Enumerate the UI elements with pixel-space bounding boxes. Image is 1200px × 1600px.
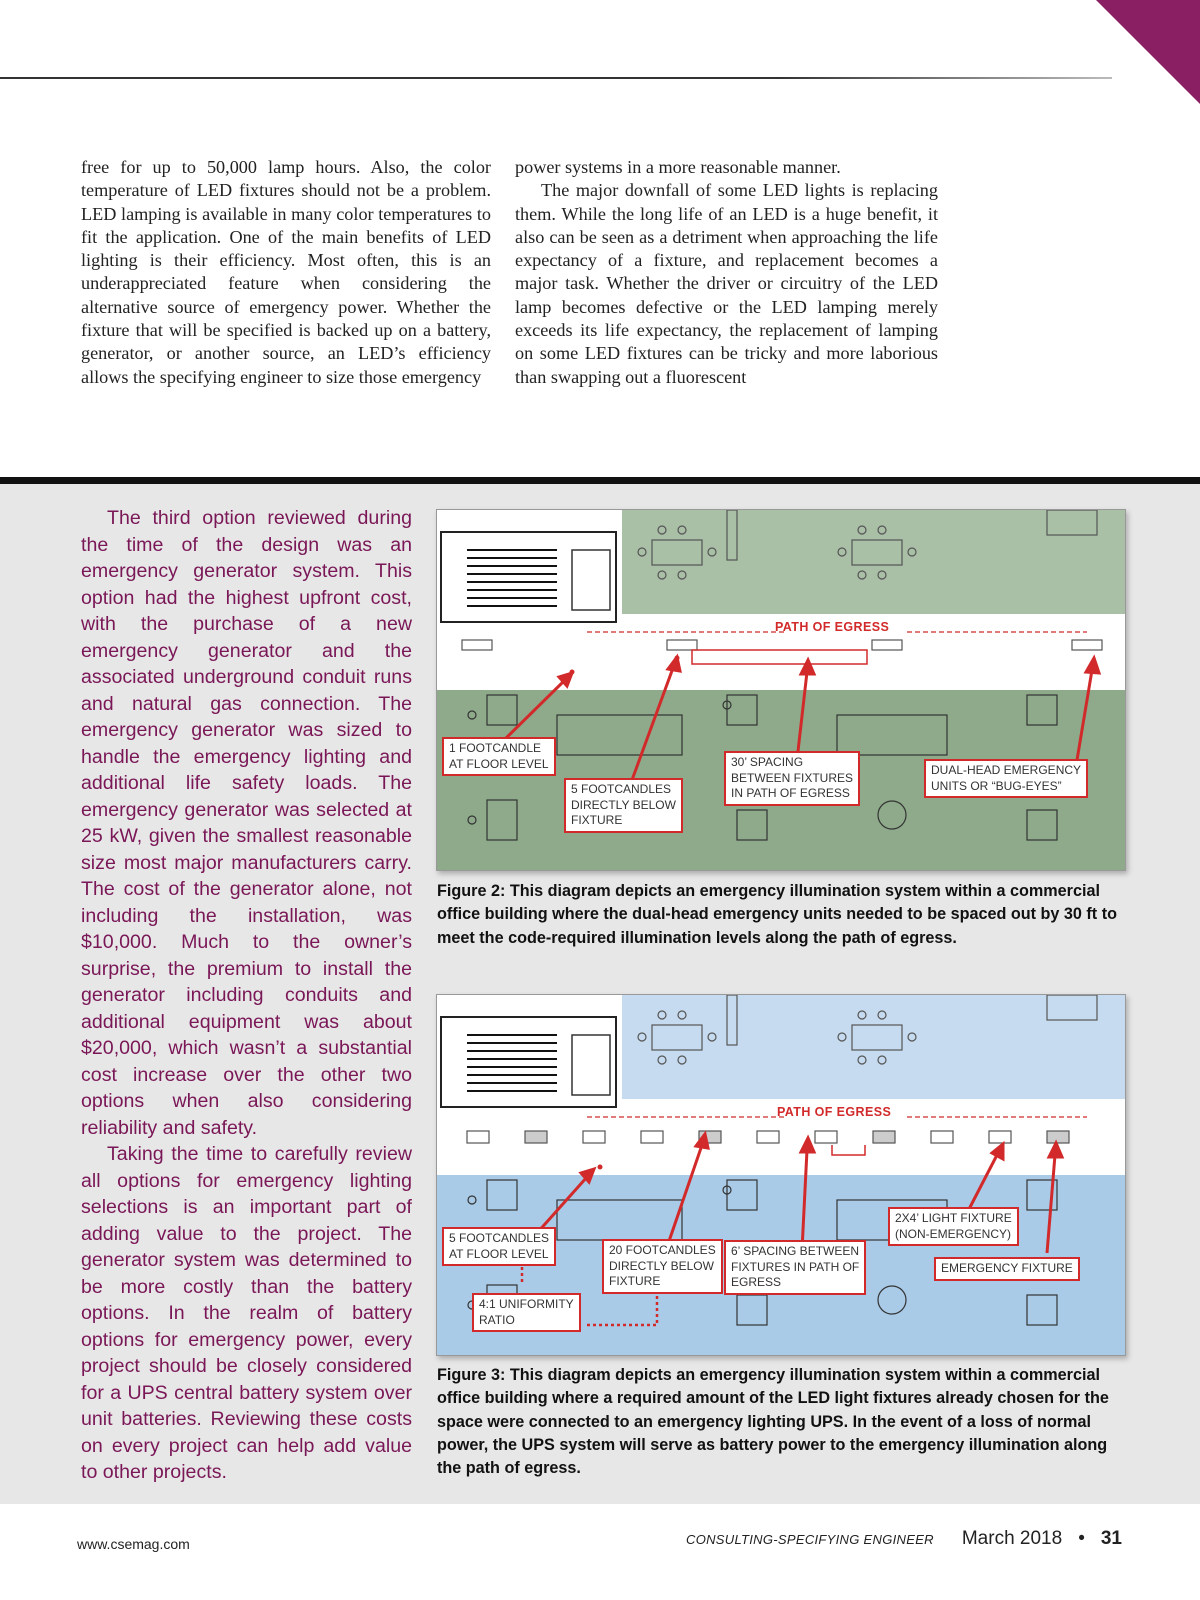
sidebar-paragraph: Taking the time to carefully review all options for emergency lighting selections is an important part of adding value to the project. The generator system was determined to be more costly than the battery options. In the realm of battery options for emergency power, every project should be closely considered for a UPS central battery system over unit batteries. Reviewing these costs on every project can help add value to other projects. [81, 1143, 412, 1483]
callout-uniformity-ratio: 4:1 UNIFORMITY RATIO [472, 1293, 581, 1332]
body-paragraph: free for up to 50,000 lamp hours. Also, the color temperature of LED fixtures should not be a problem. LED lamping is available in many color temperatures to fit the application. One of the main benefits of LED lighting is their efficiency. Most often, this is an underappreciated feature when considering the alternative source of emergency power. Whether the fixture that will be specified is backed up on a battery, generator, or another source, an LED’s efficiency allows the specifying engineer to size those emergency [81, 157, 491, 387]
callout-one-footcandle: 1 FOOTCANDLE AT FLOOR LEVEL [442, 737, 556, 776]
body-paragraph: power systems in a more reasonable manner. [515, 157, 841, 177]
callout-thirty-foot-spacing: 30’ SPACING BETWEEN FIXTURES IN PATH OF EGRESS [724, 751, 860, 806]
body-column-right [515, 156, 938, 389]
callout-light-fixture: 2X4’ LIGHT FIXTURE (NON-EMERGENCY) [888, 1207, 1019, 1246]
folio-separator: • [1078, 1528, 1085, 1549]
figure-3-caption: Figure 3: This diagram depicts an emergency illumination system within a commercial office building where a required amount of the LED light fixtures already chosen for the space were connected to an emergency lighting UPS. In the event of a loss of normal power, the UPS system will serve as battery power to the emergency illumination along the path of egress. [437, 1366, 1109, 1478]
publication-name: CONSULTING-SPECIFYING ENGINEER [686, 1532, 934, 1547]
footer-folio [686, 1528, 1122, 1550]
callout-emergency-fixture: EMERGENCY FIXTURE [934, 1257, 1080, 1281]
callout-five-footcandles: 5 FOOTCANDLES DIRECTLY BELOW FIXTURE [564, 778, 683, 833]
issue-date: March 2018 [961, 1528, 1063, 1549]
callout-five-footcandles: 5 FOOTCANDLES AT FLOOR LEVEL [442, 1227, 556, 1266]
sidebar-text [81, 505, 412, 1486]
corner-accent [1096, 0, 1200, 104]
top-rule [0, 77, 1112, 79]
path-of-egress-label: PATH OF EGRESS [775, 620, 890, 634]
callout-twenty-footcandles: 20 FOOTCANDLES DIRECTLY BELOW FIXTURE [602, 1239, 723, 1294]
footer-url: www.csemag.com [77, 1536, 190, 1552]
figure-2-caption: Figure 2: This diagram depicts an emergency illumination system within a commercial office building where the dual-head emergency units needed to be spaced out by 30 ft to meet the code-required illumination levels along the path of egress. [437, 882, 1117, 947]
figure-2-diagram [436, 509, 1126, 871]
page-number: 31 [1100, 1528, 1122, 1549]
body-column-left [81, 156, 491, 389]
body-paragraph: The major downfall of some LED lights is replacing them. While the long life of an LED is a huge benefit, it also can be seen as a detriment when approaching the life expectancy of a fixture, and replacement becomes a major task. Whether the driver or circuitry of the LED lamp becomes defective or the LED lamping merely exceeds its life expectancy, the replacement of lamping on some LED fixtures can be tricky and more laborious than swapping out a fluorescent [515, 180, 938, 387]
figure-3-diagram [436, 994, 1126, 1356]
section-divider [0, 477, 1200, 484]
callout-dual-head-units: DUAL-HEAD EMERGENCY UNITS OR “BUG-EYES” [924, 759, 1088, 798]
path-of-egress-label: PATH OF EGRESS [777, 1105, 892, 1119]
sidebar-paragraph: The third option reviewed during the time of the design was an emergency generator system. This option had the highest upfront cost, with the purchase of a new emergency generator and the associated underground conduit runs and natural gas connection. The emergency generator was sized to handle the emergency lighting and additional life safety loads. The emergency generator was selected at 25 kW, given the smallest reasonable size most major manufacturers carry. The cost of the generator alone, not including the installation, was $10,000. Much to the owner’s surprise, the premium to install the generator including conduits and additional equipment was about $20,000, which wasn’t a substantial cost increase over the other two options when also considering reliability and safety. [81, 507, 412, 1139]
floor-plan-green [437, 510, 1125, 870]
callout-six-foot-spacing: 6’ SPACING BETWEEN FIXTURES IN PATH OF EGRESS [724, 1240, 866, 1295]
